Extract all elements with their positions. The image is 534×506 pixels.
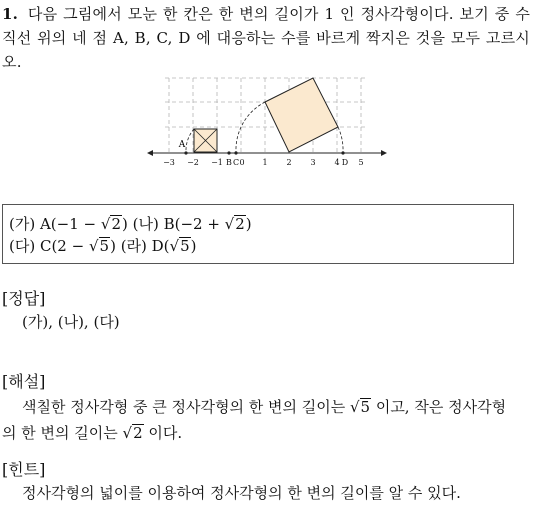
choice-da-suffix: )	[110, 237, 116, 255]
point-c	[234, 151, 237, 154]
axis-left-arrow	[147, 150, 153, 156]
sqrt-symbol	[89, 235, 110, 257]
tick-label: C	[232, 158, 240, 167]
explanation-line-2	[2, 420, 528, 446]
question-text: 다음 그림에서 모눈 한 칸은 한 변의 길이가 1 인 정사각형이다. 보기 중 수직선 위의 네 점 A, B, C, D 에 대응하는 수를 바르게 짝지은 것을 모두 고르시오.	[2, 5, 531, 71]
arc-to-d	[338, 127, 343, 152]
answer-text: (가), (나), (다)	[22, 313, 120, 331]
tick-label: 3	[310, 158, 316, 167]
sqrt-symbol	[225, 213, 246, 235]
sqrt-symbol	[350, 394, 371, 420]
point-a	[184, 151, 187, 154]
point-a-label: A	[178, 140, 186, 150]
hint-text: 정사각형의 넓이를 이용하여 정사각형의 한 변의 길이를 알 수 있다.	[22, 484, 461, 502]
explanation-line1-prefix: 색칠한 정사각형 중 큰 정사각형의 한 변의 길이는	[22, 398, 350, 416]
radical-icon: √	[349, 398, 360, 416]
tick-label: −1	[211, 158, 223, 167]
tick-label: 4	[334, 158, 340, 167]
explanation-body	[2, 394, 528, 446]
choices-row-2	[9, 235, 507, 257]
choice-da-prefix: (다) C(2 −	[9, 237, 89, 255]
choice-ra-radicand: 5	[180, 237, 190, 255]
choice-ra-prefix: (라) D(	[115, 237, 170, 255]
choices-row-1	[9, 213, 507, 235]
sqrt-symbol	[170, 235, 191, 257]
radical-icon: √	[88, 237, 99, 255]
explanation-title: [해설]	[2, 372, 46, 391]
explanation-line2-suffix: 이다.	[143, 424, 183, 442]
point-b	[227, 151, 230, 154]
sqrt-symbol	[123, 420, 144, 446]
radical-icon: √	[122, 424, 133, 442]
tick-label: 5	[358, 158, 364, 167]
tick-label: 0	[239, 158, 245, 167]
choice-na-suffix: )	[245, 215, 252, 233]
tick-label: 2	[286, 158, 292, 167]
radical-icon: √	[224, 215, 235, 233]
choice-na-radicand: 2	[235, 215, 245, 233]
sqrt-symbol	[101, 213, 122, 235]
choice-ra-suffix: )	[190, 237, 197, 255]
explanation-line2-radicand: 2	[133, 424, 143, 442]
choices-box	[2, 204, 514, 264]
question-number: 1.	[2, 5, 19, 23]
choice-na-prefix: (나) B(−2 +	[127, 215, 225, 233]
hint-title: [힌트]	[2, 460, 46, 479]
choice-ga-suffix: )	[121, 215, 128, 233]
explanation-line1-suffix: 이고, 작은 정사각형	[371, 398, 507, 416]
tick-label: 1	[262, 158, 268, 167]
answer-title: [정답]	[2, 289, 46, 308]
choice-ga-prefix: (가) A(−1 −	[9, 215, 101, 233]
point-d	[341, 151, 344, 154]
radical-icon: √	[100, 215, 111, 233]
choice-da-radicand: 5	[99, 237, 110, 255]
choice-ga-radicand: 2	[111, 215, 121, 233]
tick-label: −2	[187, 158, 199, 167]
tick-label: D	[341, 158, 349, 167]
number-line-figure	[145, 72, 390, 170]
axis-right-arrow	[381, 150, 387, 156]
explanation-line2-prefix: 의 한 변의 길이는	[2, 424, 123, 442]
radical-icon: √	[169, 237, 180, 255]
explanation-line1-radicand: 5	[360, 398, 371, 416]
explanation-line-1	[2, 394, 528, 420]
tick-label: −3	[163, 158, 175, 167]
large-square	[265, 78, 338, 152]
question-block	[2, 2, 530, 74]
tick-label: B	[226, 158, 232, 167]
